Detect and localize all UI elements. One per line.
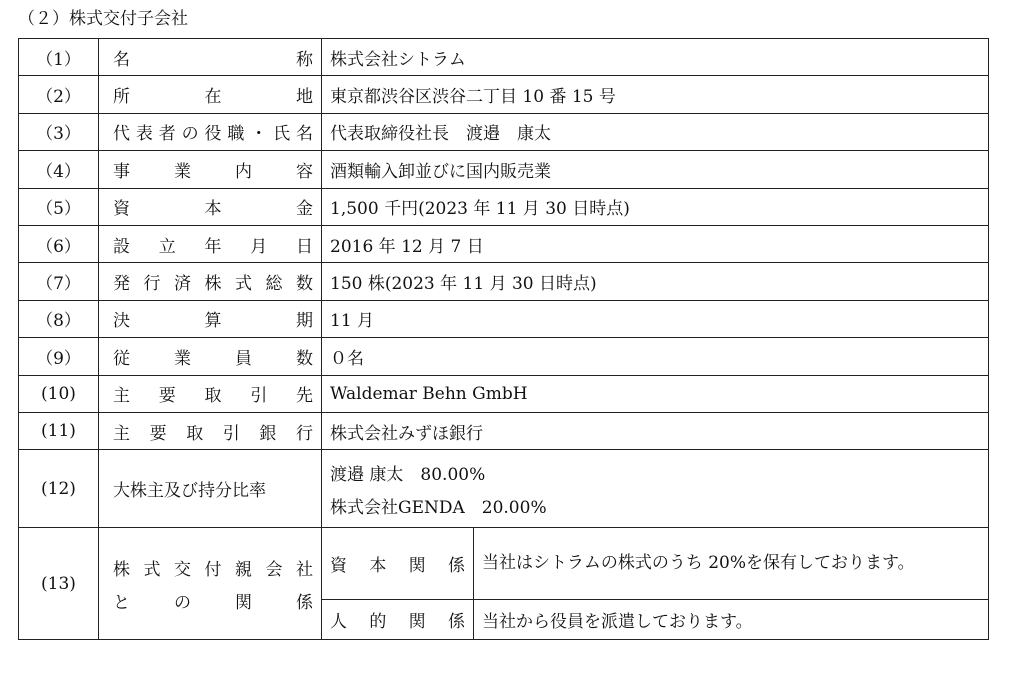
row-label-text-char: 者 [158, 124, 176, 145]
row-label-text-char: 事 [113, 161, 130, 182]
table-row [19, 263, 989, 300]
row-label-text-char: 先 [296, 386, 313, 407]
row-value: 150 株(2023 年 11 月 30 日時点) [322, 263, 989, 300]
company-info-table [18, 38, 989, 640]
row-label-text [113, 194, 313, 219]
row-label [99, 225, 322, 262]
table-row [19, 338, 989, 375]
row-label-text-char: 銀 [259, 423, 277, 444]
row-label-text-char: 本 [204, 199, 222, 220]
row-label-text [113, 381, 313, 406]
row-label-text-char: 内 [235, 161, 252, 182]
row-value: 代表取締役社長 渡邉 康太 [322, 113, 989, 150]
row-value: 株式会社みずほ銀行 [322, 412, 989, 449]
row-label-text-char: 行 [143, 274, 161, 295]
row-value: 酒類輸入卸並びに国内販売業 [322, 151, 989, 188]
row-label [99, 188, 322, 225]
row-label [99, 151, 322, 188]
row-label-text-char: 表 [135, 124, 153, 145]
row-label-text-char: 株 [204, 274, 222, 295]
row-label-text-char: 金 [296, 199, 313, 220]
row-number: （9） [19, 338, 99, 375]
row-label [99, 76, 322, 113]
row-label-text [113, 45, 313, 70]
shareholder-entry: 株式会社GENDA 20.00% [330, 497, 547, 518]
relation-label-line-char: と [113, 592, 130, 613]
relation-label-line-char: 親 [235, 559, 252, 580]
row-label-text-char: 主 [113, 386, 130, 407]
row-label [99, 263, 322, 300]
table-row [19, 76, 989, 113]
row-label-text-char: 称 [296, 49, 313, 70]
row-value: 1,500 千円(2023 年 11 月 30 日時点) [322, 188, 989, 225]
row-label-text-char: 在 [204, 87, 222, 108]
capital-relation-label [322, 528, 474, 600]
table-row [19, 412, 989, 449]
row-label-text-char: 発 [113, 274, 130, 295]
row-label-text-char: 行 [295, 423, 313, 444]
row-label-text-char: 従 [113, 348, 130, 369]
shareholders-label: 大株主及び持分比率 [113, 481, 266, 502]
capital-relation-label-text [330, 551, 465, 576]
row-label-text [113, 232, 313, 257]
row-label-text-char: ・ [250, 124, 268, 145]
row-number: （8） [19, 300, 99, 337]
table-row [19, 300, 989, 337]
row-value: 11 月 [322, 300, 989, 337]
row-label-text [113, 157, 313, 182]
row-value: 株式会社シトラム [322, 39, 989, 76]
row-label [99, 450, 322, 528]
row-label-text-char: 名 [296, 124, 313, 145]
row-label-text-char: 業 [174, 348, 191, 369]
row-label-text-char: 主 [113, 423, 130, 444]
row-number: （6） [19, 225, 99, 262]
row-label-text-char: 職 [227, 124, 245, 145]
table-row [19, 39, 989, 76]
row-label-text-char: 済 [174, 274, 191, 295]
row-number: (13) [19, 528, 99, 640]
row-label-text-char: 容 [296, 161, 313, 182]
table-row [19, 225, 989, 262]
row-label [99, 412, 322, 449]
row-label [99, 113, 322, 150]
relation-label-line [113, 555, 313, 580]
capital-relation-value: 当社はシトラムの株式のうち 20%を保有しております。 [474, 528, 989, 600]
row-number: （2） [19, 76, 99, 113]
row-label-text [113, 119, 313, 144]
shareholder-entry: 渡邉 康太 80.00% [330, 464, 486, 485]
row-number: （4） [19, 151, 99, 188]
company-info-body [19, 39, 989, 640]
row-label-text-char: 月 [250, 236, 268, 257]
table-row [19, 151, 989, 188]
row-number: （3） [19, 113, 99, 150]
relation-label-line-char: 交 [174, 559, 191, 580]
personnel-relation-label-text-char: 人 [330, 612, 347, 633]
row-label-text [113, 306, 313, 331]
row-label-text-char: 取 [204, 386, 222, 407]
row-label-text-char: 名 [113, 49, 130, 70]
row-label-text [113, 419, 313, 444]
row-label-text-char: 設 [113, 236, 130, 257]
capital-relation-label-text-char: 資 [330, 556, 347, 577]
capital-relation-label-text-char: 係 [447, 556, 465, 577]
row-label-text [113, 269, 313, 294]
row-number: (11) [19, 412, 99, 449]
row-label-text-char: 氏 [273, 124, 291, 145]
row-label-text-char: 要 [158, 386, 176, 407]
table-row [19, 188, 989, 225]
row-label-text-char: 期 [296, 311, 313, 332]
row-label-text-char: の [181, 124, 199, 145]
personnel-relation-value: 当社から役員を派遣しております。 [474, 600, 989, 640]
shareholders-list [322, 450, 989, 528]
relation-label-line-char: 株 [113, 559, 130, 580]
row-label-text-char: 業 [174, 161, 191, 182]
row-label [99, 338, 322, 375]
relation-label-line-char: 式 [143, 559, 161, 580]
relation-label-line-char: の [174, 592, 191, 613]
table-row [19, 375, 989, 412]
row-label-text-char: 年 [204, 236, 222, 257]
row-label-text-char: 式 [235, 274, 252, 295]
row-label-text-char: 代 [113, 124, 130, 145]
relation-label-line [113, 588, 313, 613]
row-number: (10) [19, 375, 99, 412]
row-value: Waldemar Behn GmbH [322, 375, 989, 412]
personnel-relation-label-text-char: 的 [369, 612, 387, 633]
relation-label-line-char: 付 [204, 559, 222, 580]
row-number: （5） [19, 188, 99, 225]
row-label [99, 528, 322, 640]
row-label-text-char: 総 [265, 274, 283, 295]
personnel-relation-label-text [330, 607, 465, 632]
row-label [99, 39, 322, 76]
table-row-major-shareholders [19, 450, 989, 528]
personnel-relation-label-text-char: 関 [408, 612, 426, 633]
relation-label-line-char: 会 [265, 559, 283, 580]
row-label-text-char: 要 [149, 423, 167, 444]
row-label [99, 300, 322, 337]
row-label [99, 375, 322, 412]
row-label-text-char: 資 [113, 199, 130, 220]
row-label-text-char: 引 [250, 386, 268, 407]
relation-label-line-char: 社 [296, 559, 313, 580]
row-label-text-char: 取 [186, 423, 204, 444]
row-value: 2016 年 12 月 7 日 [322, 225, 989, 262]
row-label-text [113, 82, 313, 107]
row-label-text-char: 数 [296, 348, 313, 369]
relation-label-line-char: 関 [235, 592, 252, 613]
section-heading: （２）株式交付子会社 [18, 9, 188, 29]
row-label-text-char: 数 [296, 274, 313, 295]
row-number: （7） [19, 263, 99, 300]
row-number: (12) [19, 450, 99, 528]
row-label-text-char: 算 [204, 311, 222, 332]
row-label-text-char: 立 [158, 236, 176, 257]
row-number: （1） [19, 39, 99, 76]
row-label-text-char: 日 [296, 236, 313, 257]
row-label-text-char: 員 [235, 348, 252, 369]
capital-relation-label-text-char: 関 [408, 556, 426, 577]
row-value: ０名 [322, 338, 989, 375]
row-label-text-char: 所 [113, 87, 130, 108]
row-value: 東京都渋谷区渋谷二丁目 10 番 15 号 [322, 76, 989, 113]
table-row-parent-relation [19, 528, 989, 600]
row-label-text-char: 地 [296, 87, 313, 108]
row-label-text [113, 344, 313, 369]
personnel-relation-label [322, 600, 474, 640]
row-label-text-char: 役 [204, 124, 222, 145]
table-row [19, 113, 989, 150]
personnel-relation-label-text-char: 係 [447, 612, 465, 633]
capital-relation-label-text-char: 本 [369, 556, 387, 577]
row-label-text-char: 引 [222, 423, 240, 444]
relation-label-line-char: 係 [296, 592, 313, 613]
row-label-text-char: 決 [113, 311, 130, 332]
